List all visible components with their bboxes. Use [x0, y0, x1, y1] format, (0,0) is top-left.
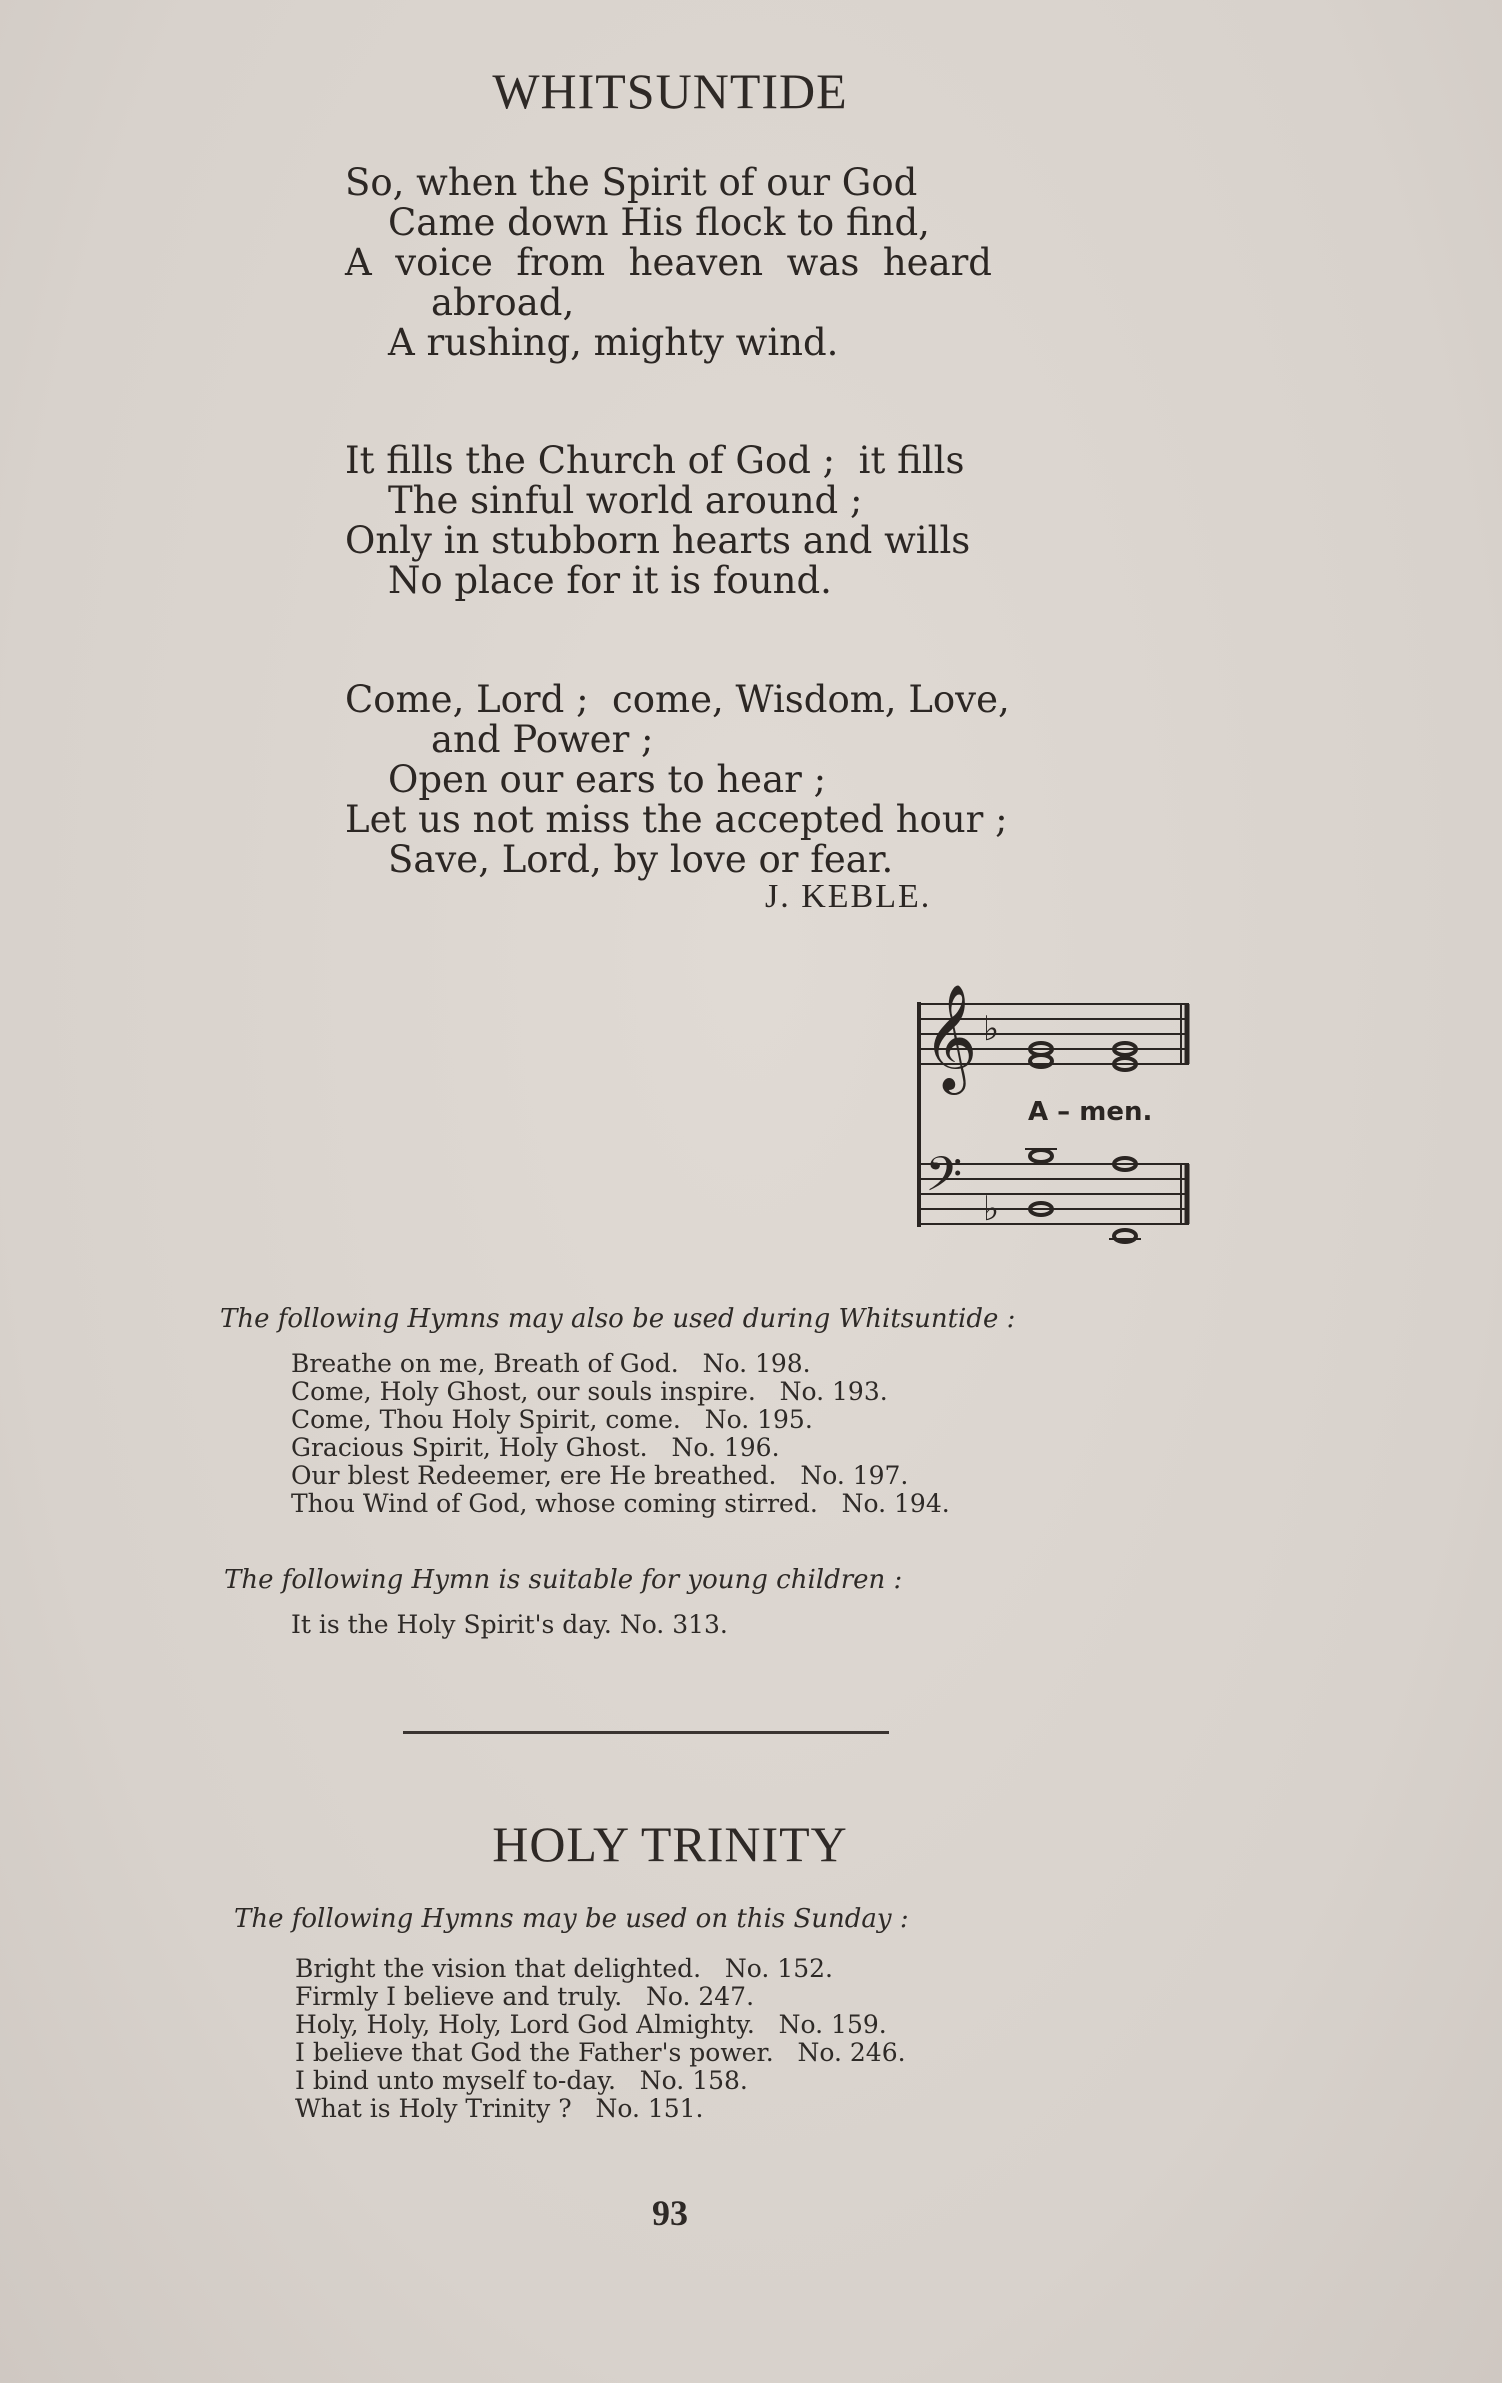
hymn-line: Save, Lord, by love or fear. — [388, 838, 894, 881]
list-item: What is Holy Trinity ? No. 151. — [295, 2094, 704, 2123]
hymn-line: Came down His flock to find, — [388, 201, 930, 244]
hymn-line: abroad, — [431, 281, 575, 324]
trinity-note: The following Hymns may be used on this Sunday : — [234, 1904, 909, 1934]
children-hymn: It is the Holy Spirit's day. No. 313. — [291, 1610, 728, 1639]
list-item: Come, Holy Ghost, our souls inspire. No. 193. — [291, 1377, 888, 1406]
list-item: Thou Wind of God, whose coming stirred. No. 194. — [291, 1489, 950, 1518]
hymn-stanza-2 — [345, 441, 970, 601]
page-number: 93 — [652, 2193, 688, 2233]
hymn-line: Open our ears to hear ; — [388, 758, 827, 801]
hymn-stanza-1 — [345, 163, 992, 363]
hymn-author: J. KEBLE. — [765, 878, 932, 915]
section-divider — [403, 1731, 889, 1734]
hymn-line: Only in stubborn hearts and wills — [345, 519, 971, 562]
hymn-line: So, when the Spirit of our God — [345, 161, 918, 204]
list-item: I bind unto myself to-day. No. 158. — [295, 2066, 748, 2095]
hymn-line: A voice from heaven was heard — [345, 241, 992, 284]
hymn-line: Come, Lord ; come, Wisdom, Love, — [345, 678, 1010, 721]
whitsuntide-hymn-list — [291, 1350, 950, 1518]
list-item: Bright the vision that delighted. No. 152. — [295, 1954, 833, 1983]
svg-text:♭: ♭ — [983, 1009, 1000, 1049]
list-item: Firmly I believe and truly. No. 247. — [295, 1982, 755, 2011]
hymn-line: Let us not miss the accepted hour ; — [345, 798, 1008, 841]
svg-text:𝄢: 𝄢 — [925, 1146, 963, 1214]
svg-text:𝄞: 𝄞 — [923, 983, 978, 1090]
section-title-holy-trinity: HOLY TRINITY — [492, 1816, 848, 1872]
hymn-line: A rushing, mighty wind. — [388, 321, 839, 364]
svg-text:♭: ♭ — [983, 1189, 1000, 1229]
list-item: I believe that God the Father's power. No. 246. — [295, 2038, 906, 2067]
list-item: Holy, Holy, Holy, Lord God Almighty. No. 159. — [295, 2010, 887, 2039]
hymn-line: and Power ; — [431, 718, 654, 761]
section-title-whitsuntide: WHITSUNTIDE — [492, 63, 848, 119]
list-item: Gracious Spirit, Holy Ghost. No. 196. — [291, 1433, 780, 1462]
list-item: Come, Thou Holy Spirit, come. No. 195. — [291, 1405, 813, 1434]
hymn-line: No place for it is found. — [388, 559, 832, 602]
hymn-stanza-3 — [345, 680, 1010, 880]
trinity-hymn-list — [295, 1955, 906, 2123]
list-item: Breathe on me, Breath of God. No. 198. — [291, 1349, 811, 1378]
hymn-line: The sinful world around ; — [388, 479, 863, 522]
children-note: The following Hymn is suitable for young children : — [224, 1565, 903, 1595]
hymn-line: It fills the Church of God ; it fills — [345, 439, 965, 482]
hymns-note: The following Hymns may also be used during Whitsuntide : — [220, 1304, 1016, 1334]
list-item: Our blest Redeemer, ere He breathed. No. 197. — [291, 1461, 909, 1490]
amen-music-notation — [913, 982, 1198, 1247]
amen-label: A – men. — [1028, 1097, 1153, 1127]
